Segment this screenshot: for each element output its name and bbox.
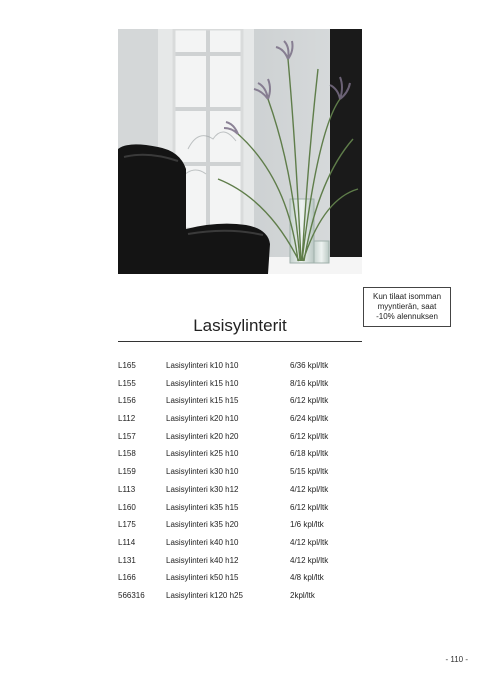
page-number: - 110 - bbox=[445, 655, 468, 664]
product-name: Lasisylinteri k120 h25 bbox=[166, 590, 243, 600]
title-divider bbox=[118, 341, 362, 342]
product-pack: 2kpl/ltk bbox=[290, 590, 315, 600]
product-row bbox=[118, 361, 378, 379]
product-row bbox=[118, 379, 378, 397]
product-code: L113 bbox=[118, 484, 136, 494]
product-pack: 4/8 kpl/ltk bbox=[290, 573, 324, 583]
product-name: Lasisylinteri k15 h10 bbox=[166, 378, 239, 388]
product-pack: 6/12 kpl/ltk bbox=[290, 396, 329, 406]
product-name: Lasisylinteri k30 h12 bbox=[166, 484, 239, 494]
product-pack: 6/12 kpl/ltk bbox=[290, 502, 329, 512]
product-code: L131 bbox=[118, 555, 136, 565]
product-row bbox=[118, 485, 378, 503]
product-name: Lasisylinteri k20 h10 bbox=[166, 414, 239, 424]
product-name: Lasisylinteri k30 h10 bbox=[166, 467, 239, 477]
discount-notice-line: myyntierän, saat bbox=[377, 302, 437, 311]
product-row bbox=[118, 591, 378, 609]
product-pack: 6/36 kpl/ltk bbox=[290, 361, 329, 370]
product-pack: 5/15 kpl/ltk bbox=[290, 467, 329, 477]
product-pack: 8/16 kpl/ltk bbox=[290, 378, 329, 388]
product-pack: 4/12 kpl/ltk bbox=[290, 484, 329, 494]
product-name: Lasisylinteri k35 h15 bbox=[166, 502, 239, 512]
product-row bbox=[118, 503, 378, 521]
product-code: L159 bbox=[118, 467, 136, 477]
product-name: Lasisylinteri k25 h10 bbox=[166, 449, 239, 459]
product-row bbox=[118, 520, 378, 538]
product-name: Lasisylinteri k40 h10 bbox=[166, 537, 239, 547]
product-code: L157 bbox=[118, 431, 136, 441]
discount-notice-line: Kun tilaat isomman bbox=[372, 292, 442, 301]
product-row bbox=[118, 414, 378, 432]
product-code: L112 bbox=[118, 414, 136, 424]
product-name: Lasisylinteri k15 h15 bbox=[166, 396, 239, 406]
product-name: Lasisylinteri k50 h15 bbox=[166, 573, 239, 583]
product-pack: 4/12 kpl/ltk bbox=[290, 555, 329, 565]
product-code: L156 bbox=[118, 396, 136, 406]
product-name: Lasisylinteri k40 h12 bbox=[166, 555, 239, 565]
product-name: Lasisylinteri k35 h20 bbox=[166, 520, 239, 530]
product-pack: 6/12 kpl/ltk bbox=[290, 431, 329, 441]
product-code: L158 bbox=[118, 449, 136, 459]
product-code: L165 bbox=[118, 361, 136, 370]
product-row bbox=[118, 432, 378, 450]
product-code: L166 bbox=[118, 573, 136, 583]
product-pack: 1/6 kpl/ltk bbox=[290, 520, 324, 530]
product-name: Lasisylinteri k20 h20 bbox=[166, 431, 239, 441]
product-pack: 4/12 kpl/ltk bbox=[290, 537, 329, 547]
product-code: L155 bbox=[118, 378, 136, 388]
product-code: 566316 bbox=[118, 590, 145, 600]
product-code: L175 bbox=[118, 520, 136, 530]
product-row bbox=[118, 467, 378, 485]
product-photo bbox=[118, 29, 362, 274]
product-row bbox=[118, 396, 378, 414]
product-pack: 6/18 kpl/ltk bbox=[290, 449, 329, 459]
discount-notice bbox=[363, 287, 451, 327]
product-row bbox=[118, 573, 378, 591]
product-code: L114 bbox=[118, 537, 136, 547]
product-pack: 6/24 kpl/ltk bbox=[290, 414, 329, 424]
product-row bbox=[118, 449, 378, 467]
discount-notice-line: -10% alennuksen bbox=[376, 312, 438, 321]
product-row bbox=[118, 556, 378, 574]
product-name: Lasisylinteri k10 h10 bbox=[166, 361, 239, 370]
product-row bbox=[118, 538, 378, 556]
product-code: L160 bbox=[118, 502, 136, 512]
page-title: Lasisylinterit bbox=[193, 316, 287, 335]
product-list bbox=[118, 361, 378, 609]
